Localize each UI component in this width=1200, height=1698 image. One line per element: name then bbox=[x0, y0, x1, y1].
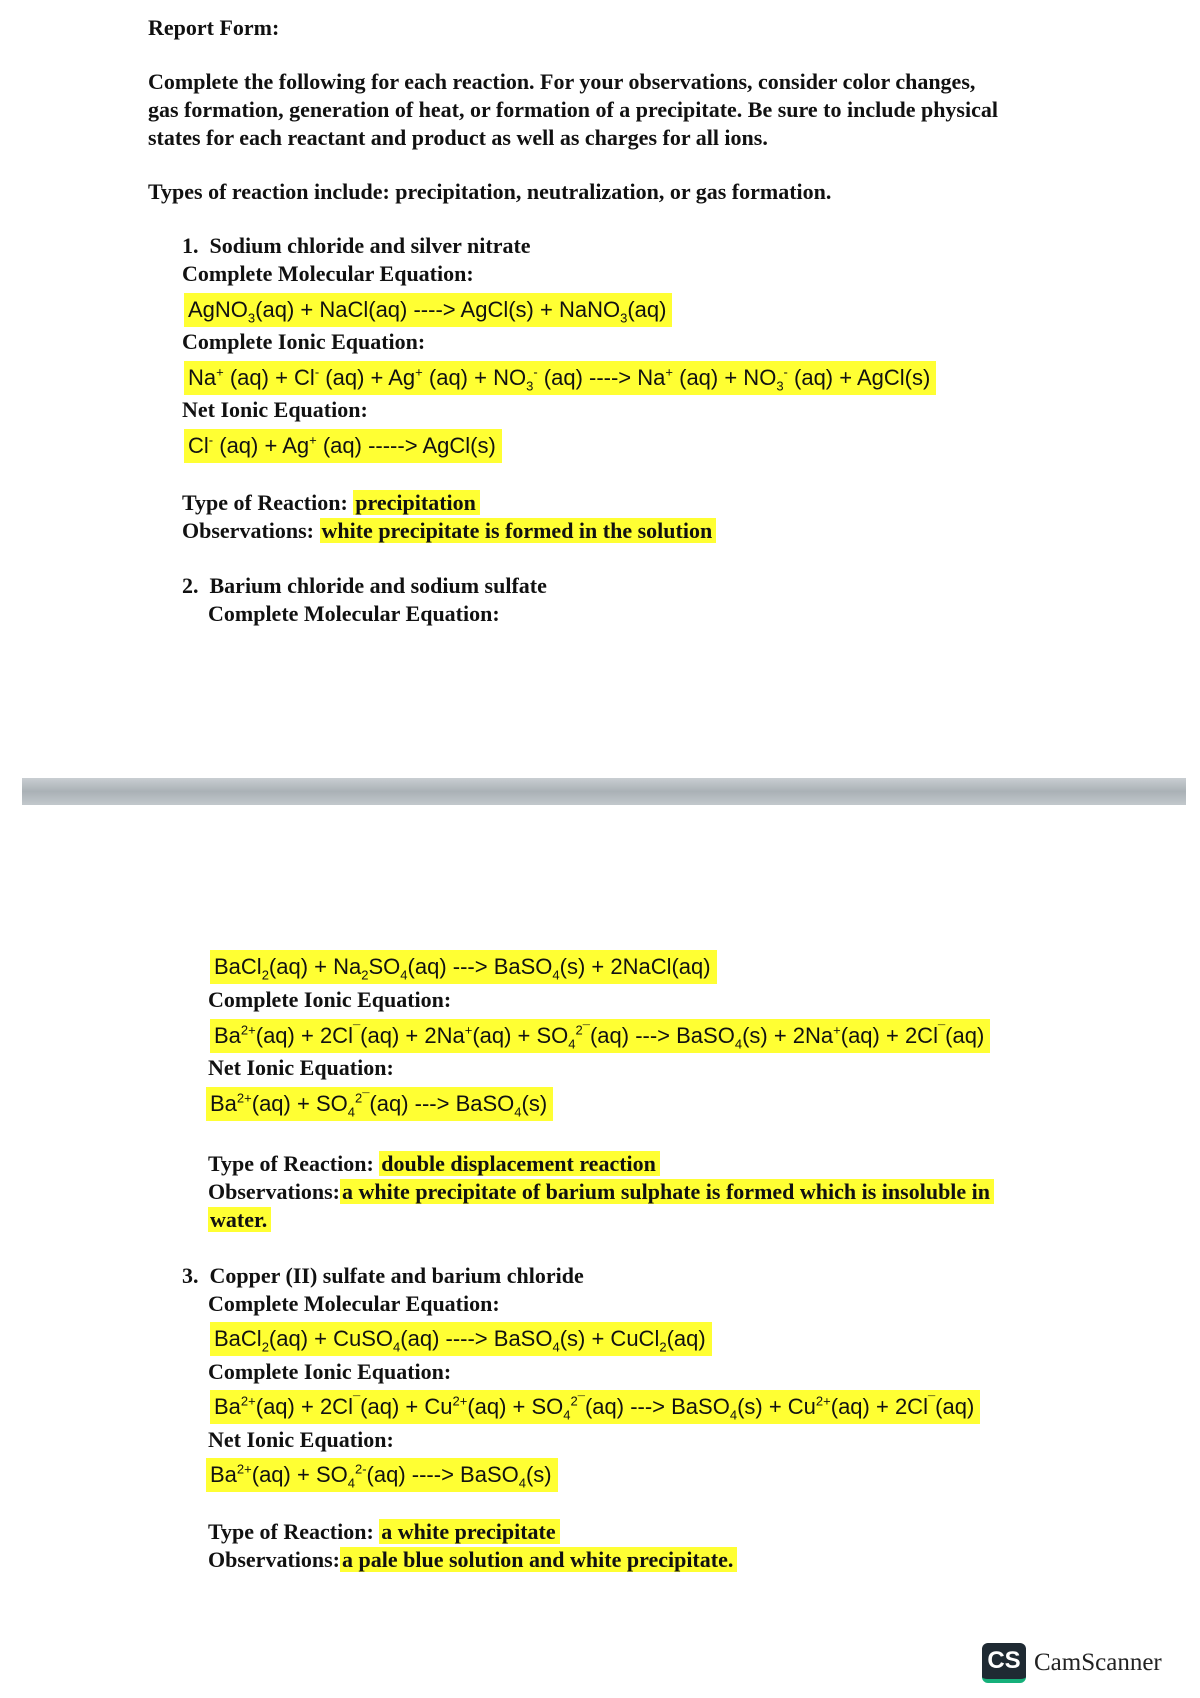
reaction-1-net-label: Net Ionic Equation: bbox=[182, 397, 368, 422]
instructions-line-1: Complete the following for each reaction. For your observations, consider color changes, bbox=[148, 69, 976, 94]
reaction-1-molecular-equation: AgNO$_3$(aq) + NaCl(aq) ----> AgCl(s) + NaNO$_3$(aq) bbox=[184, 293, 672, 327]
reaction-1-ionic-label: Complete Ionic Equation: bbox=[182, 329, 426, 354]
reaction-2-molecular-label: Complete Molecular Equation: bbox=[208, 601, 500, 626]
reaction-3-molecular-label: Complete Molecular Equation: bbox=[208, 1291, 500, 1316]
reaction-2-type-answer: double displacement reaction bbox=[379, 1151, 660, 1176]
reaction-3-molecular-equation: BaCl$_2$(aq) + CuSO$_4$(aq) ----> BaSO$_4$(s) + CuCl$_2$(aq) bbox=[210, 1322, 712, 1356]
reaction-3-type-answer: a white precipitate bbox=[379, 1519, 559, 1544]
reaction-types-line: Types of reaction include: precipitation, neutralization, or gas formation. bbox=[148, 179, 832, 204]
reaction-3-observation-answer: a pale blue solution and white precipitate. bbox=[340, 1547, 737, 1572]
reaction-3-number: 3. bbox=[182, 1263, 199, 1288]
camscanner-logo-icon: CS bbox=[982, 1643, 1026, 1683]
reaction-1-observation-answer: white precipitate is formed in the solution bbox=[320, 518, 717, 543]
reaction-2-ionic-label: Complete Ionic Equation: bbox=[208, 987, 452, 1012]
reaction-2-title bbox=[182, 572, 547, 600]
reaction-1-ionic-equation: Na+ (aq) + Cl- (aq) + Ag+ $(aq) + NO_3^-$ (aq) ----> Na+ $(aq) + NO_3^-$ (aq) + AgCl(s) bbox=[184, 361, 936, 395]
instructions-line-2: gas formation, generation of heat, or formation of a precipitate. Be sure to include physical bbox=[148, 97, 998, 122]
reaction-3-net-label: Net Ionic Equation: bbox=[208, 1427, 394, 1452]
reaction-3-observations: Observations:a pale blue solution and white precipitate. bbox=[208, 1546, 737, 1574]
reaction-3-ionic-equation: $Ba^{2+}(aq) + 2Cl^¯(aq) + Cu^{2+}(aq) + SO_4^{2¯}(aq)$ ---> BaSO$_4$(s) + $Cu^{2+}(aq) + 2Cl^¯(aq)$ bbox=[210, 1390, 980, 1424]
instructions-line-3: states for each reactant and product as well as charges for all ions. bbox=[148, 125, 768, 150]
reaction-3-title bbox=[182, 1262, 584, 1290]
reaction-2-observations: Observations:a white precipitate of barium sulphate is formed which is insoluble in bbox=[208, 1178, 994, 1206]
reaction-1-number: 1. bbox=[182, 233, 199, 258]
reaction-2-ionic-equation: $Ba^{2+}(aq) + 2Cl^¯(aq) + 2Na^+(aq) + SO_4^{2¯}(aq)$ ---> BaSO$_4$(s) + 2Na+(aq) + 2Cl¯(aq) bbox=[210, 1019, 990, 1053]
reaction-1-type: Type of Reaction: precipitation bbox=[182, 489, 480, 517]
reaction-2-observation-answer-line-1: a white precipitate of barium sulphate is formed which is insoluble in bbox=[340, 1179, 994, 1204]
reaction-2-net-equation: $Ba^{2+}(aq) + SO_4^{2¯}(aq)$ ---> BaSO$_4$(s) bbox=[206, 1087, 553, 1121]
reaction-3-type: Type of Reaction: a white precipitate bbox=[208, 1518, 560, 1546]
reaction-3-ionic-label: Complete Ionic Equation: bbox=[208, 1359, 452, 1384]
camscanner-text: CamScanner bbox=[1034, 1649, 1162, 1676]
reaction-2-number: 2. bbox=[182, 573, 199, 598]
reaction-1-observations: Observations: white precipitate is formed in the solution bbox=[182, 517, 716, 545]
reaction-3-name: Copper (II) sulfate and barium chloride bbox=[209, 1263, 584, 1288]
reaction-1-molecular-label: Complete Molecular Equation: bbox=[182, 261, 474, 286]
reaction-2-observation-answer-line-2: water. bbox=[208, 1206, 271, 1234]
reaction-2-type: Type of Reaction: double displacement reaction bbox=[208, 1150, 660, 1178]
reaction-3-net-equation: $Ba^{2+}(aq) + SO_4^{2-}(aq)$ ----> BaSO$_4$(s) bbox=[206, 1458, 558, 1492]
camscanner-watermark bbox=[982, 1640, 1182, 1686]
scan-page-divider bbox=[22, 778, 1186, 805]
reaction-2-molecular-equation: BaCl$_2$(aq) + $Na_2SO_4(aq)$ ---> BaSO$_4$(s) + 2NaCl(aq) bbox=[210, 950, 717, 984]
reaction-1-name: Sodium chloride and silver nitrate bbox=[209, 233, 531, 258]
reaction-1-title bbox=[182, 232, 531, 260]
reaction-1-net-equation: Cl- (aq) + Ag+ (aq) -----> AgCl(s) bbox=[184, 429, 502, 463]
reaction-1-type-answer: precipitation bbox=[353, 490, 480, 515]
reaction-2-name: Barium chloride and sodium sulfate bbox=[209, 573, 547, 598]
reaction-2-net-label: Net Ionic Equation: bbox=[208, 1055, 394, 1080]
report-title: Report Form: bbox=[148, 15, 280, 40]
